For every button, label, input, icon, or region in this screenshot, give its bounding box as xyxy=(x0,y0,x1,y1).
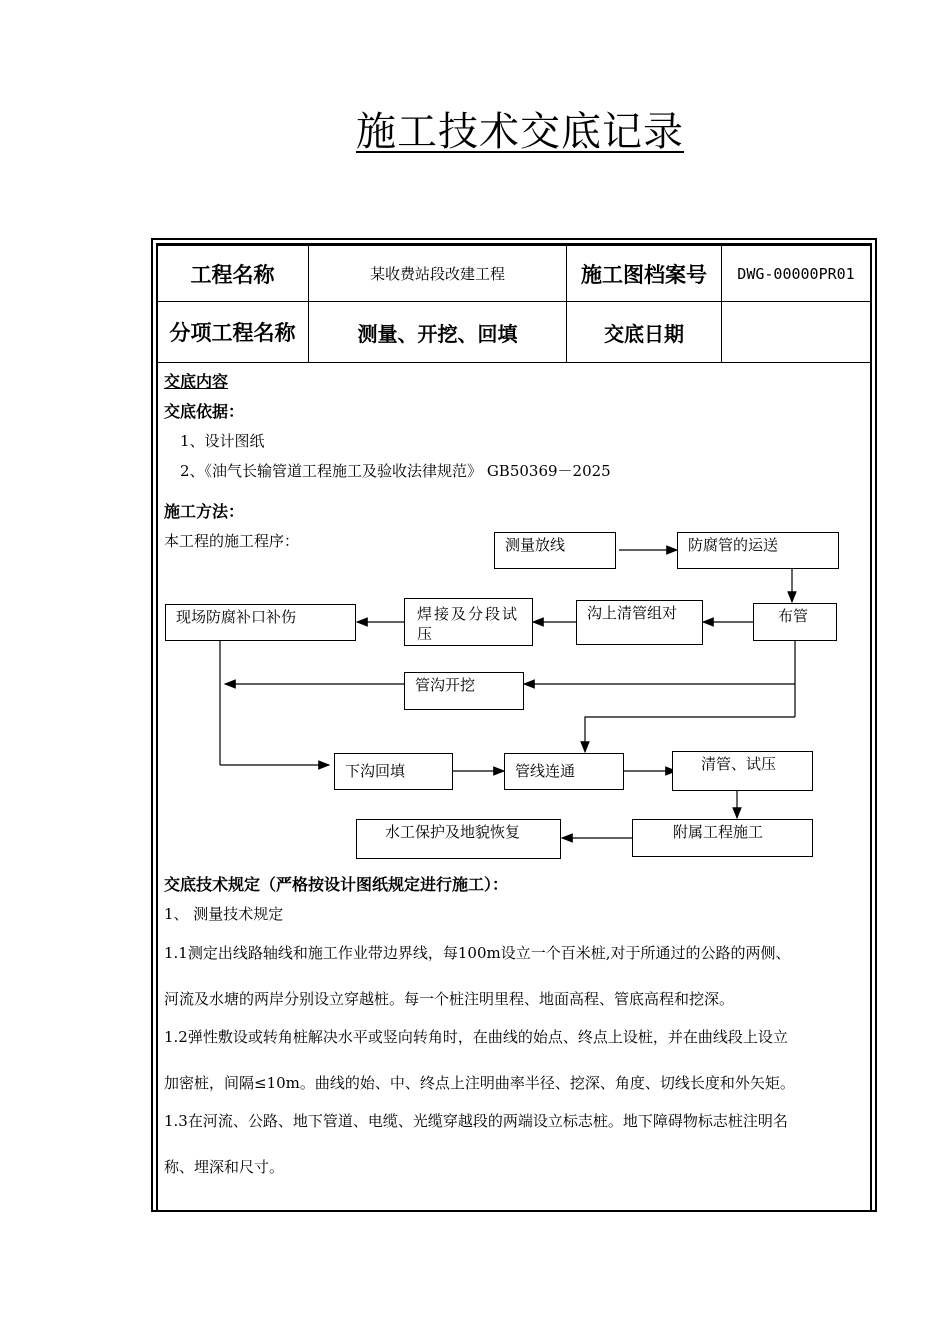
procedure-intro: 本工程的施工程序： xyxy=(164,532,300,550)
document-title: 施工技术交底记录 xyxy=(356,109,684,155)
flow-box-welding: 焊接及分段试压 xyxy=(404,598,533,646)
flow-box-restore: 水工保护及地貌恢复 xyxy=(356,819,561,859)
flow-box-survey: 测量放线 xyxy=(494,532,616,569)
flow-box-trench: 管沟开挖 xyxy=(404,672,524,710)
project-name-value: 某收费站段改建工程 xyxy=(308,245,567,302)
content-section-title: 交底内容 xyxy=(164,372,229,391)
flow-box-align: 沟上清管组对 xyxy=(576,600,703,645)
spec-paragraph-line: 1.2弹性敷设或转角桩解决水平或竖向转角时，在曲线的始点、终点上设桩，并在曲线段上设立 xyxy=(164,1028,788,1046)
basis-title: 交底依据： xyxy=(164,402,245,421)
date-label: 交底日期 xyxy=(566,301,722,363)
sub-project-label: 分项工程名称 xyxy=(156,301,309,363)
project-name-label: 工程名称 xyxy=(156,245,309,302)
basis-item-1: 1、设计图纸 xyxy=(180,432,265,450)
spec-subtitle: 1、 测量技术规定 xyxy=(164,905,284,923)
spec-paragraph-line: 1.1测定出线路轴线和施工作业带边界线，每100m设立一个百米桩,对于所通过的公路的两侧、 xyxy=(164,944,791,962)
spec-paragraph-line: 河流及水塘的两岸分别设立穿越桩。每一个桩注明里程、地面高程、管底高程和挖深。 xyxy=(164,990,735,1008)
flow-box-lay: 布管 xyxy=(753,603,837,641)
method-title: 施工方法： xyxy=(164,502,245,521)
spec-paragraph-line: 1.3在河流、公路、地下管道、电缆、光缆穿越段的两端设立标志桩。地下障碍物标志桩注明名 xyxy=(164,1112,788,1130)
flow-box-connect: 管线连通 xyxy=(504,753,624,790)
drawing-no-value: DWG-00000PR01 xyxy=(721,245,871,302)
basis-item-2: 2、《油气长输管道工程施工及验收法律规范》 GB50369－2025 xyxy=(180,462,611,480)
flow-box-ancillary: 附属工程施工 xyxy=(632,819,813,857)
flow-box-transport: 防腐管的运送 xyxy=(677,532,839,569)
spec-paragraph-line: 加密桩，间隔≤10m。曲线的始、中、终点上注明曲率半径、挖深、角度、切线长度和外矢矩。 xyxy=(164,1074,795,1092)
flow-box-repair: 现场防腐补口补伤 xyxy=(165,604,356,641)
flow-box-backfill: 下沟回填 xyxy=(334,753,453,790)
spec-paragraph-line: 称、埋深和尺寸。 xyxy=(164,1158,285,1176)
drawing-no-label: 施工图档案号 xyxy=(566,245,722,302)
sub-project-value: 测量、开挖、回填 xyxy=(308,301,567,363)
spec-title: 交底技术规定（严格按设计图纸规定进行施工）： xyxy=(164,875,509,894)
arrow-lay-clean xyxy=(585,717,795,752)
flow-box-clean: 清管、试压 xyxy=(672,751,813,791)
